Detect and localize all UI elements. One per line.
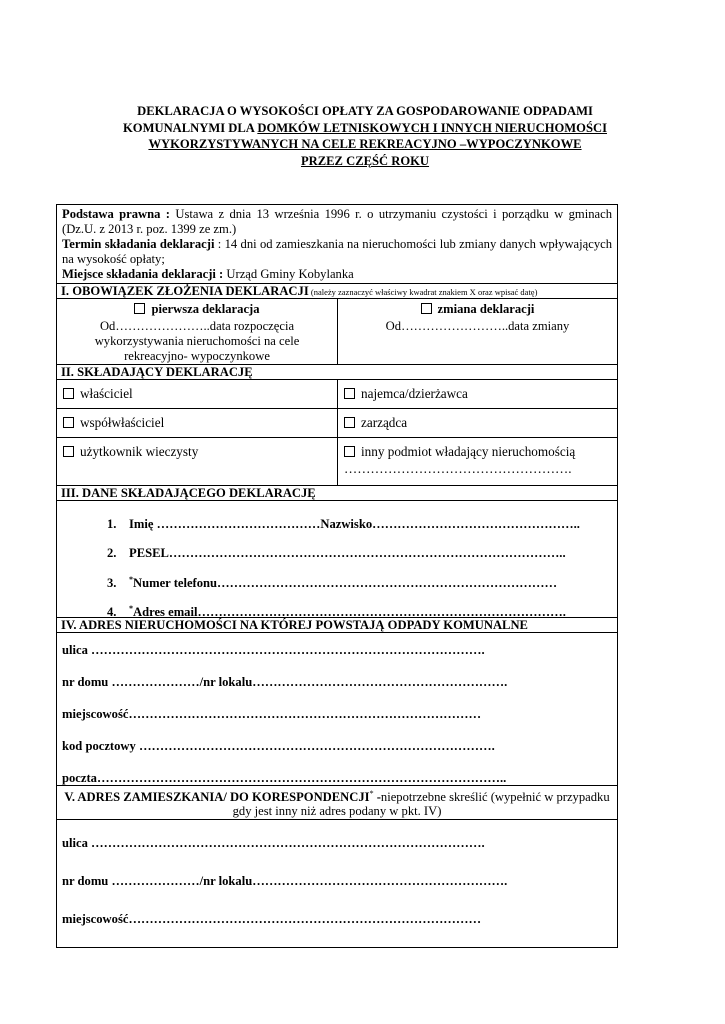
filer-row-3 [57,437,617,485]
first-declaration-checkbox[interactable] [134,303,145,314]
first-declaration-date-text[interactable]: Od…………………..data rozpoczęcia wykorzystywania nieruchomości na cele rekreacyjno- wypoczynkowe [94,319,300,363]
first-declaration-cell [57,299,337,364]
tenant-label: najemca/dzierżawca [361,386,468,401]
option-perpetual-user[interactable] [57,438,337,485]
property-post-office-field[interactable]: poczta…………………………………………………………………………………….. [62,771,507,785]
section-3-title: III. DANE SKŁADAJĄCEGO DEKLARACJĘ [61,486,316,500]
filer-data-list [57,501,617,633]
option-tenant[interactable] [337,380,617,408]
section-5-header [57,785,617,819]
owner-label: właściciel [80,386,133,401]
name-field[interactable]: 1. Imię …………………………………Nazwisko………………………………………….. [107,517,580,531]
section-5-star: * [369,789,374,798]
owner-checkbox[interactable] [63,388,74,399]
title-line-3: WYKORZYSTYWANYCH NA CELE REKREACYJNO –WYPOCZYNKOWE [148,137,582,151]
change-declaration-date-text[interactable]: Od……………………..data zmiany [385,319,570,333]
co-owner-label: współwłaściciel [80,415,165,430]
title-line-2-underlined: DOMKÓW LETNISKOWYCH I INNYCH NIERUCHOMOŚCI [257,120,607,135]
property-house-number-field[interactable]: nr domu …………………/nr lokalu……………………………………………………. [62,675,508,689]
deadline-label: Termin składania deklaracji [62,237,215,251]
title-line-1: DEKLARACJA O WYSOKOŚCI OPŁATY ZA GOSPODAROWANIE ODPADAMI [137,104,593,118]
title-line-2-plain: KOMUNALNYMI DLA [123,120,258,135]
legal-basis [57,205,617,283]
option-co-owner[interactable] [57,409,337,437]
perpetual-user-checkbox[interactable] [63,446,74,457]
manager-label: zarządca [361,415,408,430]
option-manager[interactable] [337,409,617,437]
change-declaration-checkbox[interactable] [421,303,432,314]
section-2-header [57,364,617,379]
title-line-4: PRZEZ CZĘŚĆ ROKU [300,153,430,168]
correspondence-street-field[interactable]: ulica …………………………………………………………………………………. [62,836,485,851]
document-title [60,103,670,169]
legal-basis-text: Ustawa z dnia 13 września 1996 r. o utrzymaniu czystości i porządku w gminach (Dz.U. z 2013 r. poz. 1399 ze zm.) [62,207,612,236]
perpetual-user-label: użytkownik wieczysty [80,444,199,459]
section-1-title: I. OBOWIĄZEK ZŁOŻENIA DEKLARACJI [61,284,309,298]
change-declaration-label: zmiana deklaracji [437,302,535,316]
section-5-note: niepotrzebne skreślić (wypełnić w przypadku gdy jest inny niż adres podany w pkt. IV) [232,790,610,819]
email-field[interactable]: 4. *Adres email……………………………………………………………………………. [107,604,566,620]
place-text: Urząd Gminy Kobylanka [223,267,354,281]
section-5-dash: - [373,790,381,805]
section-2-title: II. SKŁADAJĄCY DEKLARACJĘ [61,365,253,379]
correspondence-house-number-field[interactable]: nr domu …………………/nr lokalu……………………………………………………. [62,874,508,889]
option-owner[interactable] [57,380,337,408]
title-line-2 [60,120,670,137]
place-label: Miejsce składania deklaracji : [62,267,224,281]
property-town-field[interactable]: miejscowość………………………………………………………………………… [62,707,482,721]
correspondence-town-field[interactable]: miejscowość………………………………………………………………………… [62,912,482,927]
pesel-field[interactable]: 2. PESEL………………………………………………………………………………….. [107,546,566,560]
section-4-title: IV. ADRES NIERUCHOMOŚCI NA KTÓREJ POWSTAJĄ ODPADY KOMUNALNE [61,618,528,632]
filer-row-2 [57,408,617,437]
tenant-checkbox[interactable] [344,388,355,399]
section-1-header [57,283,617,298]
section-3-header [57,485,617,500]
declaration-form [56,204,618,948]
first-declaration-label: pierwsza deklaracja [151,302,260,316]
section-1-note: (należy zaznaczyć właściwy kwadrat znakiem X oraz wpisać datę) [308,287,538,297]
filer-data [57,500,617,620]
option-other-entity[interactable] [337,438,617,485]
filer-row-1 [57,379,617,408]
property-street-field[interactable]: ulica …………………………………………………………………………………. [62,643,485,657]
other-entity-checkbox[interactable] [344,446,355,457]
change-declaration-cell [337,299,617,364]
section-5-title: V. ADRES ZAMIESZKANIA/ DO KORESPONDENCJI [64,790,370,805]
manager-checkbox[interactable] [344,417,355,428]
legal-basis-label: Podstawa prawna : [62,207,170,221]
other-entity-label: inny podmiot władający nieruchomością ……………………………………………. [344,444,576,476]
phone-field[interactable]: 3. *Numer telefonu……………………………………………………………………… [107,575,558,591]
declaration-type-row [57,298,617,364]
correspondence-address [57,819,617,947]
co-owner-checkbox[interactable] [63,417,74,428]
property-postal-code-field[interactable]: kod pocztowy …………………………………………………………………………. [62,739,495,753]
property-address [57,632,617,785]
deadline-text: : 14 dni od zamieszkania na nieruchomości lub zmiany danych wpływających na wysokość opłaty; [62,237,613,266]
